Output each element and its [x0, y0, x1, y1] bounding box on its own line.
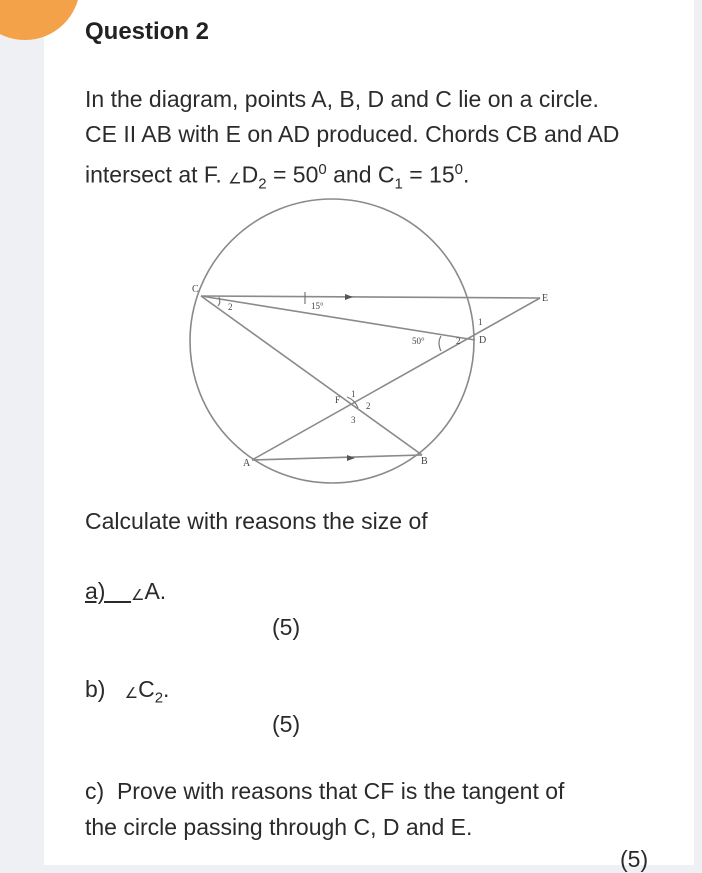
part-c-marks: (5)	[620, 846, 649, 872]
angle-arc-d	[439, 336, 441, 351]
part-c-line-2: the circle passing through C, D and E.	[85, 814, 473, 840]
stem-line-1: In the diagram, points A, B, D and C lie on a circle.	[85, 86, 599, 112]
arrow-ab	[347, 455, 355, 461]
label-c2: 2	[228, 302, 233, 312]
part-a	[85, 578, 166, 605]
part-c-line-1-text: Prove with reasons that CF is the tangent of	[116, 778, 565, 804]
part-b-end: .	[163, 676, 170, 702]
label-f: F	[335, 395, 341, 405]
label-f3: 3	[351, 415, 356, 425]
stem-line-3-text: intersect at F.	[85, 161, 222, 188]
angle-symbol-b: ∠	[124, 685, 139, 702]
part-c-label: c)	[85, 778, 105, 804]
label-d: D	[479, 335, 487, 346]
label-b: B	[421, 456, 428, 467]
label-f1: 1	[351, 389, 356, 399]
label-e: E	[542, 293, 549, 304]
question-title: Question 2	[85, 18, 210, 45]
part-a-label: a)	[85, 578, 106, 604]
circle	[190, 199, 474, 483]
line-ce	[201, 296, 540, 298]
c-subscript: 1	[394, 175, 403, 193]
part-a-underline-gap	[105, 578, 131, 604]
part-b-label: b)	[85, 676, 106, 702]
part-c	[85, 773, 675, 845]
label-a: A	[243, 458, 251, 469]
line-cd	[201, 296, 475, 340]
part-b-text: C	[138, 676, 155, 702]
equals-15: = 15	[409, 161, 455, 188]
angle-symbol: ∠	[228, 170, 242, 188]
angle-symbol-a: ∠	[131, 587, 145, 604]
label-c: C	[192, 284, 199, 295]
label-d2: 2	[456, 336, 461, 346]
part-a-marks: (5)	[272, 614, 301, 640]
question-stem	[85, 82, 675, 201]
degree-2: 0	[454, 161, 463, 178]
label-d1: 1	[478, 317, 483, 327]
and-c: and C	[333, 161, 395, 188]
d-letter: D	[241, 161, 259, 188]
stem-line-2: CE II AB with E on AD produced. Chords CB and AD	[85, 121, 620, 147]
part-b	[85, 676, 169, 707]
part-b-marks: (5)	[272, 711, 301, 737]
stem-line-3	[85, 152, 675, 201]
part-c-line-1	[85, 773, 675, 809]
line-cb	[201, 296, 422, 455]
arrow-ce	[345, 294, 353, 300]
label-f2: 2	[366, 401, 371, 411]
line-ab	[252, 455, 422, 460]
calculate-instruction: Calculate with reasons the size of	[85, 508, 428, 534]
d-subscript: 2	[258, 175, 267, 193]
geometry-diagram	[175, 200, 549, 490]
equals-50: = 50	[272, 161, 319, 188]
part-a-text: A.	[144, 578, 167, 604]
label-50: 50°	[412, 336, 425, 346]
stem-end: .	[462, 161, 470, 188]
label-15: 15°	[311, 301, 324, 311]
part-b-sub: 2	[154, 689, 164, 707]
degree-1: 0	[318, 161, 327, 178]
